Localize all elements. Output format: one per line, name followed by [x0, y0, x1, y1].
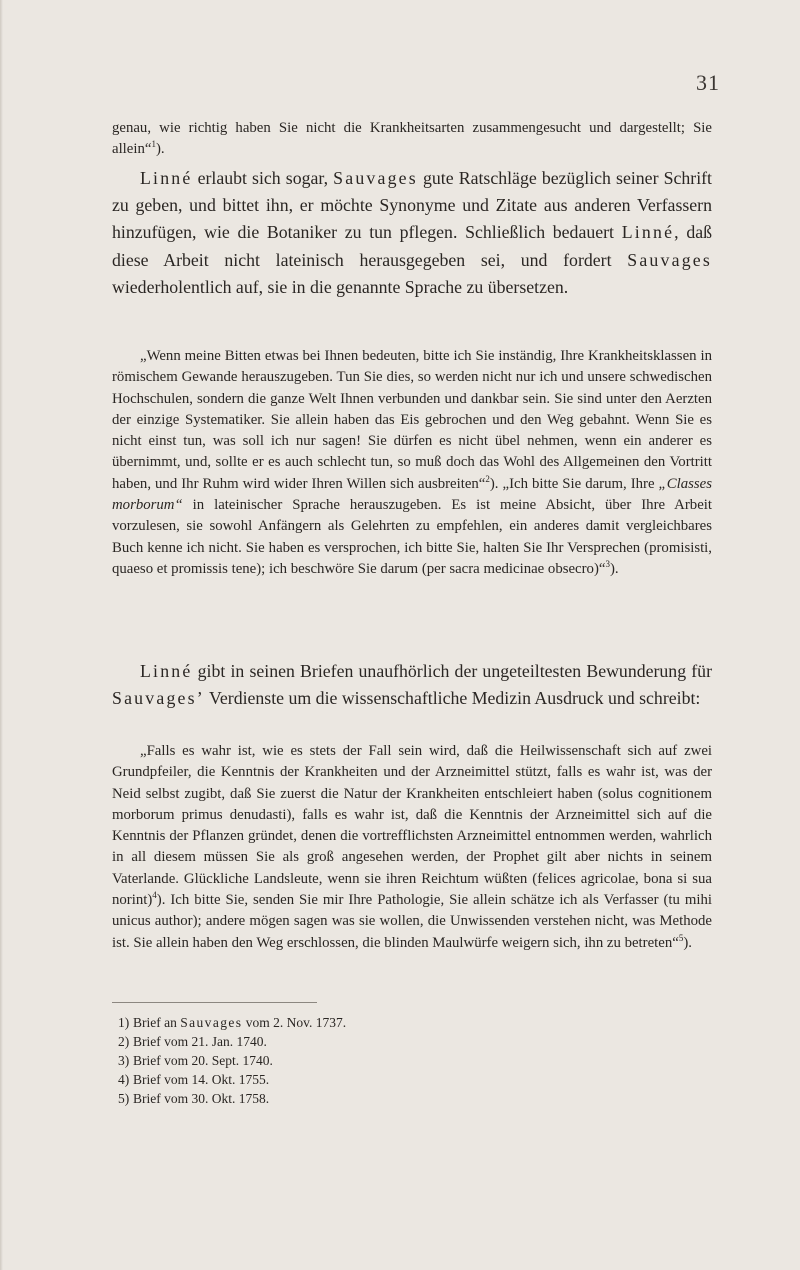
footnote-ref-1: 1: [151, 139, 156, 150]
paragraph-2: Linné erlaubt sich sogar, Sauvages gute Ratschläge bezüglich seiner Schrift zu geben, und bittet ihn, er möchte Synonyme und Zitate aus anderen Verfassern hinzufügen, wie die Botaniker zu tun pflegen. Schließlich bedauert Linné, daß diese Arbeit nicht lateinisch herausgegeben sei, und fordert Sauvages wiederholentlich auf, sie in die genannte Sprache zu übersetzen.: [112, 168, 712, 297]
footnote-5: 5) Brief vom 30. Okt. 1758.: [118, 1091, 270, 1106]
person-name: Linné: [140, 168, 193, 188]
footnote-ref-5: 5: [678, 932, 684, 943]
footnote-3: 3) Brief vom 20. Sept. 1740.: [118, 1053, 273, 1068]
footnote-ref-4: 4: [152, 890, 157, 901]
paragraph-3-quote: „Wenn meine Bitten etwas bei Ihnen bedeuten, bitte ich Sie inständig, Ihre Krankheitsklassen in römischem Gewande herauszugeben. Tun Sie dies, so werden nicht nur ich und unsere schwedischen Hochschulen, sondern die ganze Welt Ihnen verbunden und dankbar sein. Sie sind unter den Aerzten der einzige Systematiker. Sie allein haben das Eis gebrochen und den Weg gebahnt. Wenn Sie es nicht einst tun, was soll ich nur sagen! Sie dürfen es nicht übel nehmen, wenn ein anderer es übernimmt, und, sollte er es auch schlecht tun, so muß doch das Wohl des Allgemeinen den Vortritt haben, und Ihr Ruhm wird wider Ihren Willen sich ausbreiten“$^2$). „Ich bitte Sie darum, Ihre „Classes morborum“ in lateinischer Sprache herauszugeben. Es ist meine Absicht, über Ihre Arbeit vorzulesen, sie sowohl Anfängern als Gelehrten zu empfehlen, ein anderes damit vergleichbares Buch kenne ich nicht. Sie haben es versprochen, ich bitte Sie, halten Sie Ihr Versprechen (promisisti, quaeso et promissis tene); ich beschwöre Sie darum (per sacra medicinae obsecro)“$^3$).: [112, 348, 712, 577]
footnote-1: 1) Brief an Sauvages vom 2. Nov. 1737.: [118, 1015, 347, 1030]
footnote-4: 4) Brief vom 14. Okt. 1755.: [118, 1072, 270, 1087]
paragraph-4: Linné gibt in seinen Briefen unaufhörlich der ungeteiltesten Bewunderung für Sauvages’ Verdienste um die wissenschaftliche Medizin Ausdruck und schreibt:: [112, 661, 712, 709]
footnote-ref-3: 3: [605, 558, 610, 569]
footnote-ref-2: 2: [485, 473, 490, 484]
footnote-divider: [112, 1002, 317, 1003]
person-name: Sauvages: [333, 168, 418, 188]
footnote-2: 2) Brief vom 21. Jan. 1740.: [118, 1034, 267, 1049]
page-edge: [0, 0, 3, 1270]
person-name: Sauvages: [627, 249, 712, 270]
page-number: 31: [696, 70, 720, 95]
book-title: „Classes morborum“: [112, 475, 712, 514]
paragraph-1: genau, wie richtig haben Sie nicht die Krankheitsarten zusammengesucht und dargestellt; Sie allein“$^1$).: [112, 120, 712, 158]
person-name: Sauvages’: [112, 688, 205, 709]
person-name: Linné: [621, 222, 675, 243]
person-name: Linné: [140, 661, 193, 681]
paragraph-5-quote: „Falls es wahr ist, wie es stets der Fall sein wird, daß die Heilwissenschaft sich auf zwei Grundpfeiler, die Kenntnis der Krankheiten und der Arzneimittel stützt, falls es wahr ist, was der Neid selbst zugibt, daß Sie zuerst die Natur der Krankheiten entschleiert haben (solus cognitionem morborum primus denudasti), falls es wahr ist, daß die Kenntnis der Arzneimittel sich auf die Kenntnis der Pflanzen gründet, denen die vortrefflichsten Arzneimittel entnommen werden, wahrlich in all diesem müssen Sie als groß angesehen werden, der Prophet gilt aber nichts in seinem Vaterlande. Glückliche Landsleute, wenn sie ihren Reichtum wüßten (felices agricolae, bona si sua norint)$^4$). Ich bitte Sie, senden Sie mir Ihre Pathologie, Sie allein schätze ich als Verfasser (tu mihi unicus author); andere mögen sagen was sie wollen, die Unwissenden verstehen nicht, was Methode ist. Sie allein haben den Weg erschlossen, die blinden Maulwürfe weigern sich, ihn zu betreten“$^5$).: [112, 743, 712, 951]
